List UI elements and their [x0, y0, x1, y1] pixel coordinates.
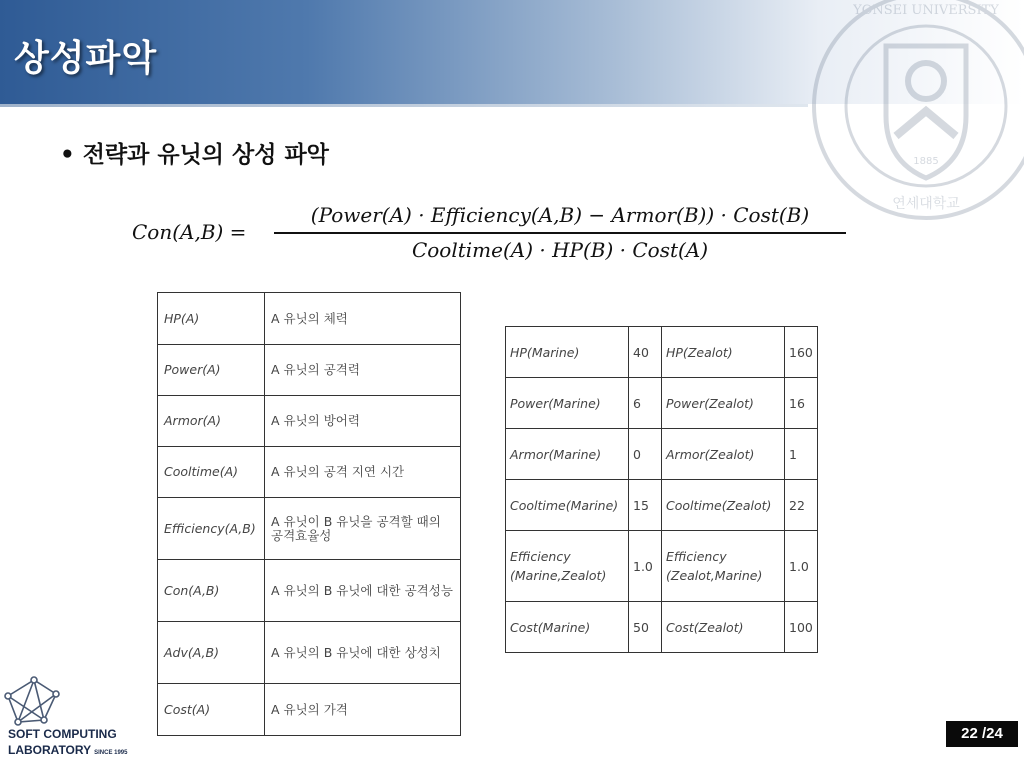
term-cell: HP(A) — [158, 293, 265, 345]
lab-logo-text — [8, 726, 127, 761]
formula-denominator: Cooltime(A) · HP(B) · Cost(A) — [411, 237, 709, 262]
table-row — [506, 531, 818, 602]
lab-name-line1: SOFT COMPUTING — [8, 727, 117, 741]
university-seal-icon — [806, 0, 1024, 226]
marine-key-cell: Cooltime(Marine) — [506, 480, 629, 531]
page-total: /24 — [982, 725, 1003, 742]
marine-value-cell: 0 — [629, 429, 662, 480]
term-cell: Cost(A) — [158, 684, 265, 736]
marine-value-cell: 50 — [629, 602, 662, 653]
desc-cell: A 유닛의 방어력 — [265, 396, 461, 447]
term-cell: Cooltime(A) — [158, 447, 265, 498]
desc-cell: A 유닛의 가격 — [265, 684, 461, 736]
table-row — [158, 293, 461, 345]
table-row — [506, 480, 818, 531]
page-current: 22 — [961, 725, 978, 742]
marine-key-cell: Cost(Marine) — [506, 602, 629, 653]
seal-name: YONSEI UNIVERSITY — [853, 3, 999, 18]
bullet-text: 전략과 유닛의 상성 파악 — [82, 142, 329, 168]
table-row — [506, 429, 818, 480]
desc-cell: A 유닛의 체력 — [265, 293, 461, 345]
marine-value-cell: 6 — [629, 378, 662, 429]
desc-cell: A 유닛의 공격력 — [265, 345, 461, 396]
formula-numerator: (Power(A) · Efficiency(A,B) − Armor(B)) · Cost(B) — [310, 203, 810, 227]
seal-year: 1885 — [913, 156, 939, 167]
marine-value-cell: 15 — [629, 480, 662, 531]
term-cell: Power(A) — [158, 345, 265, 396]
zealot-value-cell: 22 — [785, 480, 818, 531]
zealot-value-cell: 1 — [785, 429, 818, 480]
zealot-key-cell: Armor(Zealot) — [662, 429, 785, 480]
marine-key-cell: Armor(Marine) — [506, 429, 629, 480]
bullet-dot-icon: • — [60, 142, 75, 168]
seal-korean: 연세대학교 — [892, 196, 960, 212]
marine-value-cell: 40 — [629, 327, 662, 378]
fraction-bar — [274, 232, 846, 234]
definitions-table — [157, 292, 461, 736]
table-row — [158, 447, 461, 498]
zealot-key-cell: Cooltime(Zealot) — [662, 480, 785, 531]
page-number-badge — [946, 721, 1018, 747]
title-underline — [0, 104, 808, 107]
marine-key-cell: Efficiency (Marine,Zealot) — [506, 531, 629, 602]
marine-key-cell: HP(Marine) — [506, 327, 629, 378]
zealot-value-cell: 160 — [785, 327, 818, 378]
term-cell: Armor(A) — [158, 396, 265, 447]
table-row — [506, 327, 818, 378]
zealot-key-cell: Power(Zealot) — [662, 378, 785, 429]
zealot-value-cell: 16 — [785, 378, 818, 429]
zealot-value-cell: 1.0 — [785, 531, 818, 602]
term-cell: Efficiency(A,B) — [158, 498, 265, 560]
zealot-value-cell: 100 — [785, 602, 818, 653]
desc-cell: A 유닛의 B 유닛에 대한 상성치 — [265, 622, 461, 684]
desc-cell: A 유닛의 공격 지연 시간 — [265, 447, 461, 498]
table-row — [158, 396, 461, 447]
network-graph-logo-icon — [4, 676, 66, 730]
unit-values-table — [505, 326, 818, 653]
table-row — [158, 345, 461, 396]
marine-key-cell: Power(Marine) — [506, 378, 629, 429]
term-cell: Con(A,B) — [158, 560, 265, 622]
table-row — [158, 560, 461, 622]
zealot-key-cell: Efficiency (Zealot,Marine) — [662, 531, 785, 602]
table-row — [158, 622, 461, 684]
desc-cell: A 유닛이 B 유닛을 공격할 때의 공격효율성 — [265, 498, 461, 560]
table-row — [506, 602, 818, 653]
table-row — [158, 498, 461, 560]
formula-fraction — [274, 200, 846, 264]
zealot-key-cell: Cost(Zealot) — [662, 602, 785, 653]
table-row — [506, 378, 818, 429]
desc-cell: A 유닛의 B 유닛에 대한 공격성능 — [265, 560, 461, 622]
table-row — [158, 684, 461, 736]
formula-lhs: Con(A,B) = — [132, 220, 247, 244]
zealot-key-cell: HP(Zealot) — [662, 327, 785, 378]
marine-value-cell: 1.0 — [629, 531, 662, 602]
term-cell: Adv(A,B) — [158, 622, 265, 684]
bullet-item — [60, 136, 329, 169]
lab-since: SINCE 1995 — [94, 750, 128, 756]
slide-title: 상성파악 — [14, 38, 158, 79]
lab-name-line2: LABORATORY — [8, 743, 92, 757]
